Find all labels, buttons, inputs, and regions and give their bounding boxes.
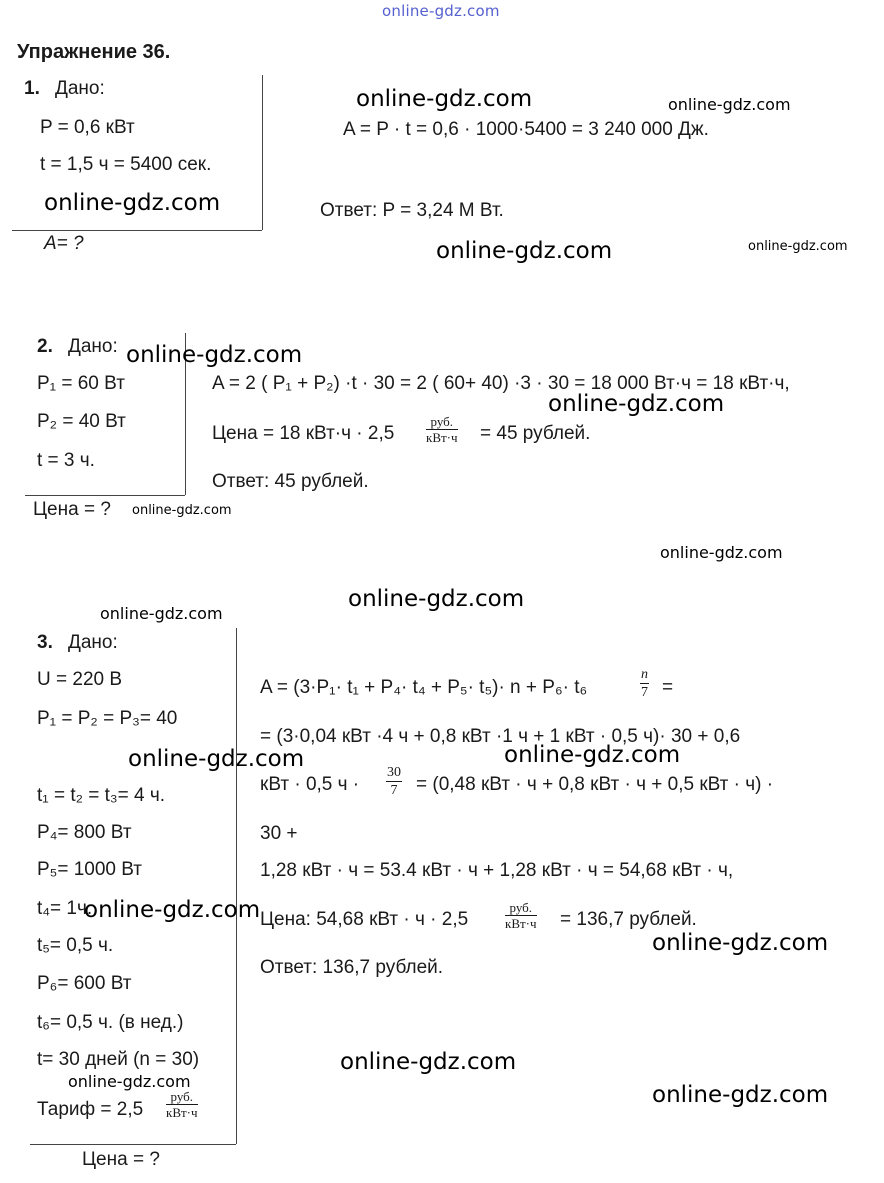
- problem-3-line-1-end: =: [662, 677, 674, 698]
- watermark: online-gdz.com: [132, 503, 232, 518]
- problem-1-find: A= ?: [44, 233, 84, 254]
- watermark: online-gdz.com: [128, 746, 305, 772]
- problem-3-given-p6: P₆= 600 Вт: [37, 973, 132, 994]
- fraction-denominator: кВт·ч: [426, 430, 458, 445]
- watermark: online-gdz.com: [340, 1049, 517, 1075]
- fraction-denominator: 7: [641, 685, 648, 700]
- problem-3-given-voltage: U = 220 В: [37, 669, 123, 690]
- watermark: online-gdz.com: [436, 238, 613, 264]
- exercise-heading: Упражнение 36.: [17, 41, 171, 63]
- problem-2-answer: Ответ: 45 рублей.: [212, 471, 369, 492]
- problem-3-given-t5: t₅= 0,5 ч.: [37, 935, 114, 956]
- watermark: online-gdz.com: [652, 1082, 829, 1108]
- problem-3-tariff-left: Тариф = 2,5: [37, 1099, 144, 1120]
- problem-1-number: 1.: [24, 78, 40, 99]
- problem-1-given-label: Дано:: [55, 78, 105, 99]
- watermark: online-gdz.com: [504, 742, 681, 768]
- top-watermark: online-gdz.com: [382, 2, 500, 20]
- problem-2-given-p1: P₁ = 60 Вт: [37, 373, 125, 394]
- problem-3-given-label: Дано:: [68, 632, 118, 653]
- problem-3-price-fraction: [505, 900, 537, 931]
- problem-2-given-label: Дано:: [68, 336, 118, 357]
- problem-3-given-t123: t₁ = t₂ = t₃= 4 ч.: [37, 785, 166, 806]
- problem-1-divider-horizontal: [12, 230, 262, 231]
- problem-3-price-left: Цена: 54,68 кВт · ч · 2,5: [260, 909, 469, 930]
- problem-3-line-1-fraction: [640, 666, 649, 701]
- fraction-numerator: руб.: [426, 414, 458, 430]
- fraction-denominator: 7: [390, 783, 398, 798]
- watermark: online-gdz.com: [348, 586, 525, 612]
- problem-3-line-3-right: = (0,48 кВт · ч + 0,8 кВт · ч + 0,5 кВт · ч) ·: [416, 774, 774, 795]
- problem-2-find: Цена = ?: [33, 499, 111, 520]
- fraction-denominator: кВт·ч: [505, 916, 537, 931]
- watermark: online-gdz.com: [548, 391, 725, 417]
- watermark: online-gdz.com: [668, 95, 791, 114]
- problem-2-price-right: = 45 рублей.: [480, 423, 591, 444]
- problem-3-divider-vertical: [236, 628, 237, 1144]
- problem-3-given-p4: P₄= 800 Вт: [37, 822, 132, 843]
- problem-3-tariff-fraction: [166, 1089, 198, 1120]
- problem-3-line-4: 30 +: [260, 823, 298, 844]
- watermark: online-gdz.com: [84, 897, 261, 923]
- problem-2-number: 2.: [37, 336, 53, 357]
- problem-1-divider-vertical: [262, 75, 263, 230]
- watermark: online-gdz.com: [68, 1072, 191, 1091]
- problem-1-given-power: P = 0,6 кВт: [40, 117, 135, 138]
- problem-1-given-time: t = 1,5 ч = 5400 сек.: [40, 154, 212, 175]
- problem-3-line-5: 1,28 кВт · ч = 53.4 кВт · ч + 1,28 кВт · ч = 54,68 кВт · ч,: [260, 860, 734, 881]
- problem-2-divider-horizontal: [25, 495, 185, 496]
- problem-3-given-p5: P₅= 1000 Вт: [37, 859, 142, 880]
- fraction-numerator: руб.: [505, 900, 537, 916]
- problem-3-number: 3.: [37, 632, 53, 653]
- fraction-numerator: 30: [387, 765, 401, 780]
- problem-3-divider-horizontal: [30, 1144, 236, 1145]
- problem-2-price-fraction: [426, 414, 458, 445]
- problem-3-line-2: = (3·0,04 кВт ·4 ч + 0,8 кВт ·1 ч + 1 кВт · 0,5 ч)· 30 + 0,6: [260, 726, 741, 747]
- problem-2-price-left: Цена = 18 кВт·ч · 2,5: [212, 423, 395, 444]
- problem-3-given-t4: t₄= 1ч.: [37, 898, 93, 919]
- problem-1-solution: A = P · t = 0,6 · 1000·5400 = 3 240 000 Дж.: [343, 119, 709, 140]
- problem-1-answer: Ответ: P = 3,24 М Вт.: [320, 200, 504, 221]
- problem-2-given-p2: P₂ = 40 Вт: [37, 411, 126, 432]
- problem-3-given-p123: P₁ = P₂ = P₃= 40: [37, 708, 178, 729]
- watermark: online-gdz.com: [748, 239, 848, 254]
- watermark: online-gdz.com: [660, 543, 783, 562]
- watermark: online-gdz.com: [44, 190, 221, 216]
- problem-3-line-1: A = (3·P₁· t₁ + P₄· t₄ + P₅· t₅)· n + P₆· t₆: [260, 677, 588, 698]
- problem-3-find: Цена = ?: [82, 1149, 160, 1170]
- fraction-numerator: руб.: [166, 1089, 198, 1105]
- fraction-numerator: n: [641, 667, 648, 682]
- watermark: online-gdz.com: [356, 86, 533, 112]
- watermark: online-gdz.com: [652, 930, 829, 956]
- problem-2-given-time: t = 3 ч.: [37, 450, 95, 471]
- fraction-denominator: кВт·ч: [166, 1105, 198, 1120]
- problem-3-answer: Ответ: 136,7 рублей.: [260, 957, 444, 978]
- problem-3-line-3-fraction: [386, 764, 402, 799]
- problem-3-line-3-left: кВт · 0,5 ч ·: [260, 774, 360, 795]
- watermark: online-gdz.com: [126, 342, 303, 368]
- problem-3-price-right: = 136,7 рублей.: [560, 909, 697, 930]
- watermark: online-gdz.com: [100, 604, 223, 623]
- problem-3-given-t6: t₆= 0,5 ч. (в нед.): [37, 1012, 184, 1033]
- problem-3-given-days: t= 30 дней (n = 30): [37, 1049, 200, 1070]
- problem-2-solution: A = 2 ( P₁ + P₂) ·t · 30 = 2 ( 60+ 40) ·3 · 30 = 18 000 Вт·ч = 18 кВт·ч,: [212, 373, 790, 394]
